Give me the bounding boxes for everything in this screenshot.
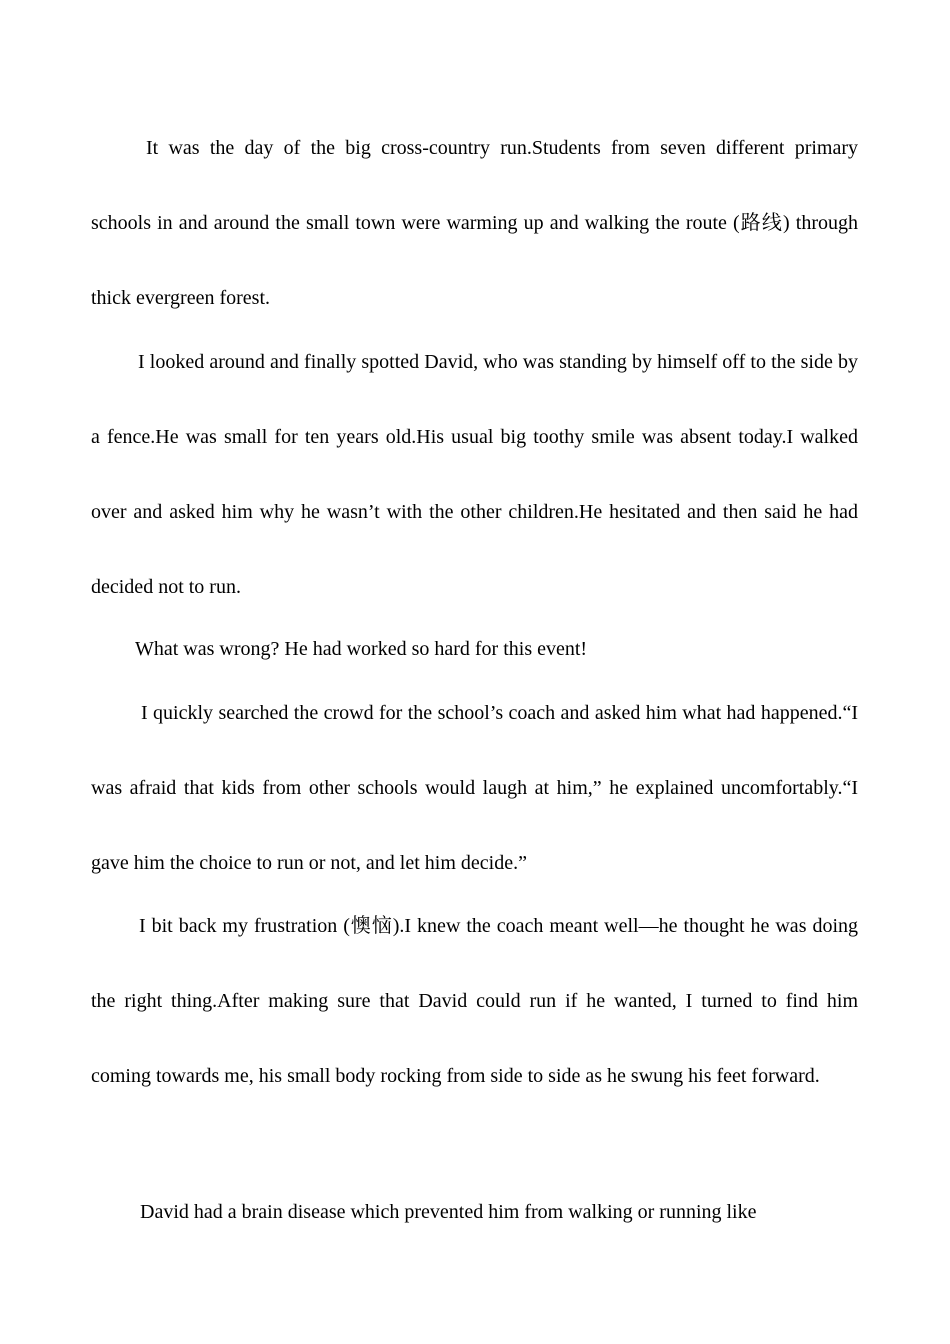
- paragraph-coach-explanation: I quickly searched the crowd for the school’s coach and asked him what had happened.“I was afraid that kids from other schools would laugh at him,” he explained uncomfortably.“I gave him the choice to run or not, and let him decide.”: [91, 702, 858, 874]
- paragraph-race-day: It was the day of the big cross-country run.Students from seven different primary schools in and around the small town were warming up and walking the route (路线) through thick evergreen forest.: [91, 137, 858, 309]
- paragraph-brain-disease: David had a brain disease which prevented him from walking or running like: [140, 1201, 757, 1223]
- paragraph-frustration: I bit back my frustration (懊恼).I knew the coach meant well—he thought he was doing the right thing.After making sure that David could run if he wanted, I turned to find him coming towards me, his small body rocking from side to side as he swung his feet forward.: [91, 915, 858, 1087]
- paragraph-spotting-david: I looked around and finally spotted David, who was standing by himself off to the side by a fence.He was small for ten years old.His usual big toothy smile was absent today.I walked over and asked him why he wasn’t with the other children.He hesitated and then said he had decided not to run.: [91, 351, 858, 598]
- paragraph-what-was-wrong: What was wrong? He had worked so hard for this event!: [135, 638, 588, 660]
